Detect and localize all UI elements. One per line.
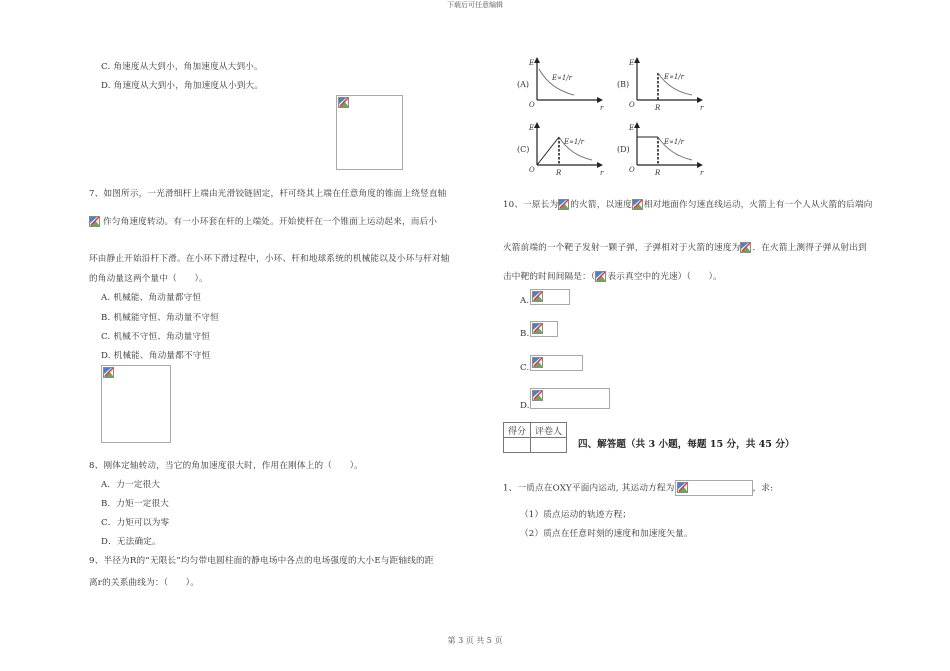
q7-line4: 的角动量这两个量中（ ）。 [89,274,208,284]
score-table [503,422,567,453]
broken-image-icon [338,97,349,108]
svg-text:R: R [655,169,661,177]
svg-text:O: O [629,166,635,174]
broken-image-icon [632,199,643,210]
graph-b [617,57,704,112]
score-cell [504,438,531,453]
q10-text-f: 击中靶的时间间隔是：（ [503,272,596,282]
svg-text:r: r [600,169,604,177]
broken-image-icon [740,242,751,253]
q10-option-a-image [530,289,570,305]
q10-option-a-label: A. [520,296,530,306]
q10-text-e: ．在火箭上测得子弹从射出到 [752,243,867,253]
broken-image-icon [558,199,569,210]
option-label-a: (A) [517,80,530,89]
svg-text:E∝1/r: E∝1/r [564,138,585,146]
q10-text-b: 的火箭，以速度 [570,200,632,210]
q7-line2 [89,215,437,228]
q7-line3: 环由静止开始沿杆下滑。在小环下滑过程中，小环、杆和地球系统的机械能以及小环与杆对轴 [89,254,450,264]
equation-image [675,480,753,496]
q10-line2 [503,241,867,254]
q10-option-c-label: C. [520,363,530,373]
q10-option-b-label: B. [520,329,530,339]
s1-stem [503,480,773,496]
svg-text:R: R [556,169,562,177]
broken-image-icon [103,367,114,378]
q8-stem: 8、刚体定轴转动，当它的角加速度很大时，作用在刚体上的（ ）。 [89,461,363,471]
figure-image-q7 [101,365,171,443]
s1-stem-text-b: ，求: [752,483,774,494]
broken-image-icon [532,357,543,368]
svg-text:r: r [700,169,704,177]
formula-image [595,271,607,283]
svg-text:E: E [529,124,535,132]
broken-image-icon [532,323,543,334]
s1-part1: （1）质点运动的轨迹方程； [520,510,632,520]
grader-cell [531,438,567,453]
q10-line1 [503,198,873,211]
broken-image-icon [89,216,100,227]
q7-option-a: A. 机械能、角动量都守恒 [101,293,202,303]
q10-text-a: 10、一原长为 [503,200,559,210]
q10-option-b-image [530,321,558,337]
q7-option-c: C. 机械不守恒、角动量守恒 [101,332,211,342]
broken-image-icon [532,390,543,401]
q9-line2: 离r的关系曲线为：（ ）。 [89,578,200,588]
q6-option-c: C. 角速度从大到小，角加速度从大到小。 [101,62,263,72]
q9-line1: 9、半径为R的“无限长”均匀带电圆柱面的静电场中各点的电场强度的大小E与距轴线的距 [89,556,434,566]
svg-text:E∝1/r: E∝1/r [664,73,685,81]
q10-text-d: 火箭前端的一个靶子发射一颗子弹，子弹相对于火箭的速度为 [503,243,741,253]
s1-part2: （2）质点在任意时刻的速度和加速度矢量。 [520,529,693,539]
svg-text:E: E [629,124,635,132]
figure-image-q6 [336,95,403,170]
q8-option-c: C．力矩可以为零 [101,518,170,528]
formula-image [740,242,752,254]
formula-image [632,199,644,211]
svg-text:r: r [700,104,704,112]
grader-label: 评卷人 [531,423,567,438]
svg-text:O: O [529,166,535,174]
q8-option-b: B．力矩一定很大 [101,499,170,509]
formula-image [558,199,570,211]
q9-graph-options [512,55,722,180]
q7-option-d: D. 机械能、角动量都不守恒 [101,351,211,361]
q8-option-d: D．无法确定。 [101,537,161,547]
svg-text:E: E [629,59,635,67]
option-label-b: (B) [617,80,630,89]
page-footer: 第 3 页 共 5 页 [447,636,503,645]
score-label: 得分 [504,423,531,438]
page-header: 下载后可任意编辑 [447,1,503,9]
q10-option-d-label: D. [520,401,530,411]
option-label-d: (D) [617,145,630,154]
option-label-c: (C) [517,145,530,154]
x-axis-label: r [600,104,604,112]
graph-a [517,57,604,112]
graph-c [517,122,604,177]
q8-option-a: A．力一定很大 [101,480,161,490]
q10-text-g: 表示真空中的光速）（ ）。 [607,272,722,282]
q7-option-b: B. 机械能守恒、角动量不守恒 [101,313,219,323]
formula-image [89,216,101,228]
y-axis-label: E [529,59,535,67]
r-mark-label: R [655,104,661,112]
q10-text-c: 相对地面作匀速直线运动，火箭上有一个人从火箭的后端向 [643,200,873,210]
broken-image-icon [532,291,543,302]
broken-image-icon [677,482,688,493]
q7-line1: 7、如图所示，一光滑细杆上端由光滑铰链固定，杆可绕其上端在任意角度的锥面上绕竖直轴 [89,189,447,199]
q10-option-c-image [530,355,583,371]
origin-label: O [529,101,535,109]
svg-text:E∝1/r: E∝1/r [664,138,685,146]
formula-label: E∝1/r [552,74,573,82]
svg-text:O: O [629,101,635,109]
e-vs-r-graphs [512,55,722,180]
section-4-title: 四、解答题（共 3 小题，每题 15 分，共 45 分） [578,439,795,450]
q6-option-d: D. 角速度从大到小，角加速度从小到大。 [101,81,264,91]
graph-d [617,122,704,177]
q10-option-d-image [530,388,610,409]
s1-stem-text-a: 1、一质点在OXY平面内运动, 其运动方程为 [503,483,675,494]
broken-image-icon [595,271,606,282]
q10-line3 [503,270,722,283]
q7-line2-text: 作匀角速度转动。有一小环套在杆的上端处。开始使杆在一个锥面上运动起来，而后小 [103,217,438,227]
